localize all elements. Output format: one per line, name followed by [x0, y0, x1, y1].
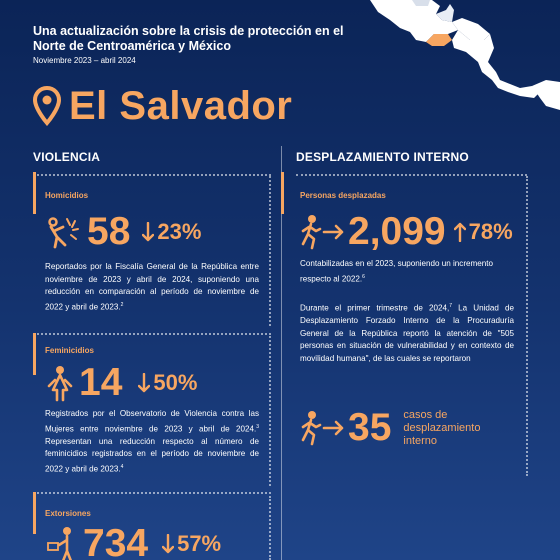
- personas-desplazadas-text-content: Contabilizadas en el 2023, suponiendo un incremento respecto al 2022.: [300, 259, 494, 284]
- woman-icon: [45, 364, 75, 402]
- extorsiones-stat: [45, 524, 221, 560]
- feminicidios-title: Feminicidios: [45, 346, 94, 355]
- feminicidios-value: 14: [79, 361, 123, 404]
- person-money-icon: [45, 525, 79, 560]
- casos-stat: [300, 408, 483, 448]
- personas-desplazadas-text: [300, 258, 514, 286]
- accent-bar: [281, 172, 284, 214]
- personas-desplazadas-stat: [300, 212, 513, 252]
- dotted-separator: [526, 176, 528, 476]
- footnote-ref: 2: [120, 301, 124, 308]
- central-america-map: [370, 0, 560, 110]
- arrow-up-icon: [454, 222, 466, 242]
- personas-desplazadas-value: 2,099: [348, 210, 446, 253]
- personas-desplazadas-change: [454, 219, 513, 245]
- casos-label: casos de desplazamiento interno: [403, 408, 481, 447]
- footnote-ref: 7: [449, 303, 453, 309]
- extorsiones-value: 734: [83, 522, 149, 560]
- location-pin-icon: [33, 86, 61, 126]
- homicidios-text-content: Reportados por la Fiscalía General de la República entre noviembre de 2023 y abril de 2024, suponiendo una reducción en comparación al período de noviembre de 2022 y abril de 2023.: [45, 262, 259, 312]
- feminicidios-text-a: Registrados por el Observatorio de Violencia contra las Mujeres entre noviembre de 2023 y abril de 2024.: [45, 409, 259, 434]
- homicidios-text: [45, 261, 259, 314]
- desplazamiento-paragraph-a: Durante el primer trimestre de 2024,: [300, 303, 450, 313]
- dotted-separator: [33, 174, 271, 176]
- arrow-down-icon: [142, 222, 154, 242]
- homicidios-stat: [45, 212, 201, 252]
- personas-desplazadas-change-value: 78%: [468, 219, 513, 244]
- date-range: Noviembre 2023 – abril 2024: [33, 56, 136, 65]
- casos-value: 35: [348, 406, 392, 449]
- header-title: Una actualización sobre la crisis de protección en el Norte de Centroamérica y México: [33, 24, 344, 53]
- feminicidios-text-b: Representan una reducción respecto al número de feminicidios registrados en el período de noviembre de 2022 y abril de 2023.: [45, 436, 259, 474]
- extorsiones-title: Extorsiones: [45, 509, 91, 518]
- violencia-heading: VIOLENCIA: [33, 150, 101, 164]
- dotted-separator: [269, 176, 271, 326]
- feminicidios-stat: [45, 363, 197, 403]
- extorsiones-change-value: 57%: [177, 531, 222, 556]
- footnote-ref: 6: [362, 273, 365, 280]
- country-name: El Salvador: [69, 84, 293, 128]
- homicidios-change-value: 23%: [157, 219, 202, 244]
- gun-shot-icon: [45, 215, 81, 249]
- homicidios-change: [142, 219, 201, 245]
- desplazamiento-paragraph-b: La Unidad de Desplazamiento Forzado Interno de la Procuraduría General de la República reportó la atención de "505 personas en situación de vulnerabilidad y en contexto de movilidad humana", de las cuales se reportaron: [300, 303, 514, 364]
- dotted-separator: [33, 333, 271, 335]
- dotted-separator: [269, 336, 271, 486]
- arrow-down-icon: [162, 534, 174, 554]
- footnote-ref: 3: [256, 423, 259, 430]
- dotted-separator: [296, 174, 527, 176]
- running-person-icon: [300, 410, 346, 446]
- running-person-icon: [300, 214, 346, 250]
- personas-desplazadas-title: Personas desplazadas: [300, 191, 386, 200]
- footnote-ref: 4: [120, 464, 124, 471]
- desplazamiento-paragraph: [300, 300, 514, 366]
- homicidios-value: 58: [87, 210, 131, 253]
- homicidios-title: Homicidios: [45, 191, 89, 200]
- accent-bar: [33, 172, 36, 214]
- accent-bar: [33, 492, 36, 534]
- feminicidios-text: [45, 408, 259, 476]
- accent-bar: [33, 333, 36, 375]
- desplazamiento-heading: DESPLAZAMIENTO INTERNO: [296, 150, 469, 164]
- feminicidios-change: [138, 370, 197, 396]
- arrow-down-icon: [138, 373, 150, 393]
- dotted-separator: [33, 492, 271, 494]
- feminicidios-change-value: 50%: [153, 370, 198, 395]
- dotted-separator: [269, 496, 271, 560]
- extorsiones-change: [162, 531, 221, 557]
- country-heading: [33, 82, 292, 130]
